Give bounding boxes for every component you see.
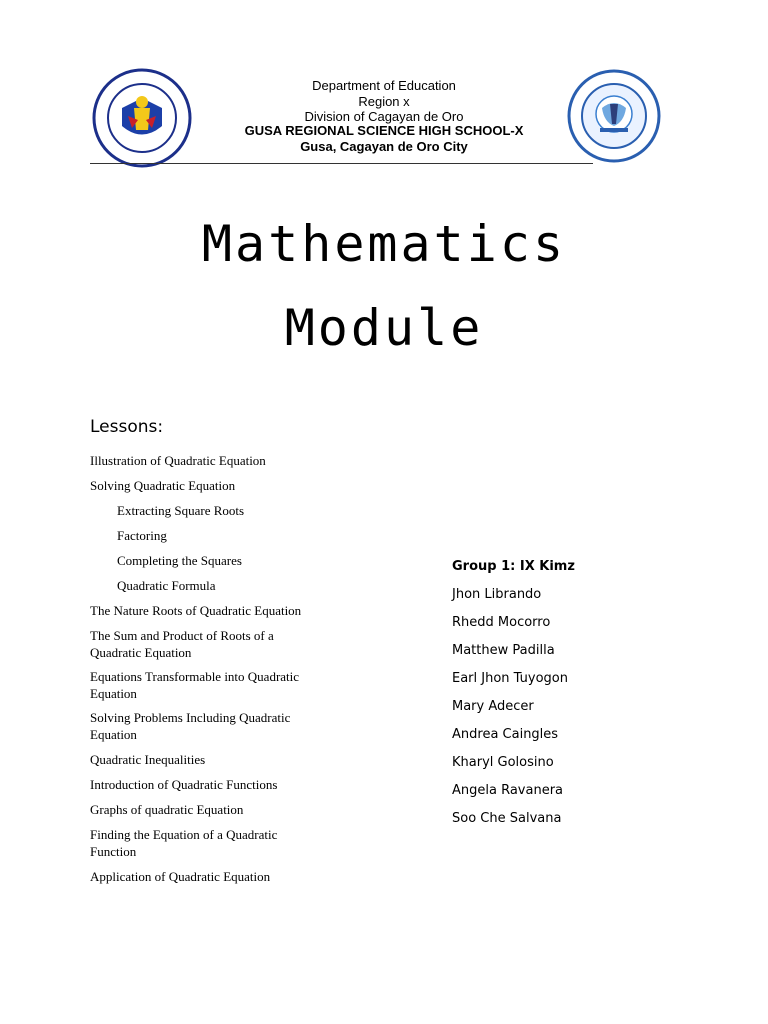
group-member: Soo Che Salvana <box>452 811 562 826</box>
lesson-item: Graphs of quadratic Equation <box>90 802 244 817</box>
lesson-item: Application of Quadratic Equation <box>90 869 271 884</box>
group-member: Matthew Padilla <box>452 643 555 658</box>
group-member: Earl Jhon Tuyogon <box>452 671 568 686</box>
lesson-item: The Sum and Product of Roots of a Quadratic Equation <box>90 628 274 660</box>
group-member: Andrea Caingles <box>452 727 559 742</box>
lesson-subitem: Completing the Squares <box>117 553 242 568</box>
lesson-item: The Nature Roots of Quadratic Equation <box>90 603 302 618</box>
header-divider <box>90 163 593 164</box>
lessons-heading: Lessons: <box>90 417 164 437</box>
lesson-subitem: Extracting Square Roots <box>117 503 245 518</box>
school-location: Gusa, Cagayan de Oro City <box>300 139 468 154</box>
lesson-item: Introduction of Quadratic Functions <box>90 777 278 792</box>
lesson-item: Solving Problems Including Quadratic Equation <box>90 710 291 742</box>
lesson-item: Finding the Equation of a Quadratic Function <box>90 827 278 859</box>
group-member: Rhedd Mocorro <box>452 615 551 630</box>
region-line: Region x <box>358 94 410 109</box>
group-heading: Group 1: IX Kimz <box>452 559 575 574</box>
division-line: Division of Cagayan de Oro <box>304 109 464 124</box>
lesson-item: Quadratic Inequalities <box>90 752 206 767</box>
department-line: Department of Education <box>312 78 456 93</box>
title-line-1: Mathematics <box>201 215 567 273</box>
group-member: Mary Adecer <box>452 699 534 714</box>
group-member: Jhon Librando <box>452 587 542 602</box>
group-member: Angela Ravanera <box>452 783 564 798</box>
school-name: GUSA REGIONAL SCIENCE HIGH SCHOOL-X <box>244 123 524 138</box>
title-line-2: Module <box>284 299 484 357</box>
lesson-item: Solving Quadratic Equation <box>90 478 236 493</box>
lesson-item: Illustration of Quadratic Equation <box>90 453 266 468</box>
group-member: Kharyl Golosino <box>452 755 554 770</box>
lesson-item: Equations Transformable into Quadratic Equation <box>90 669 300 701</box>
lesson-subitem: Quadratic Formula <box>117 578 216 593</box>
lesson-subitem: Factoring <box>117 528 167 543</box>
